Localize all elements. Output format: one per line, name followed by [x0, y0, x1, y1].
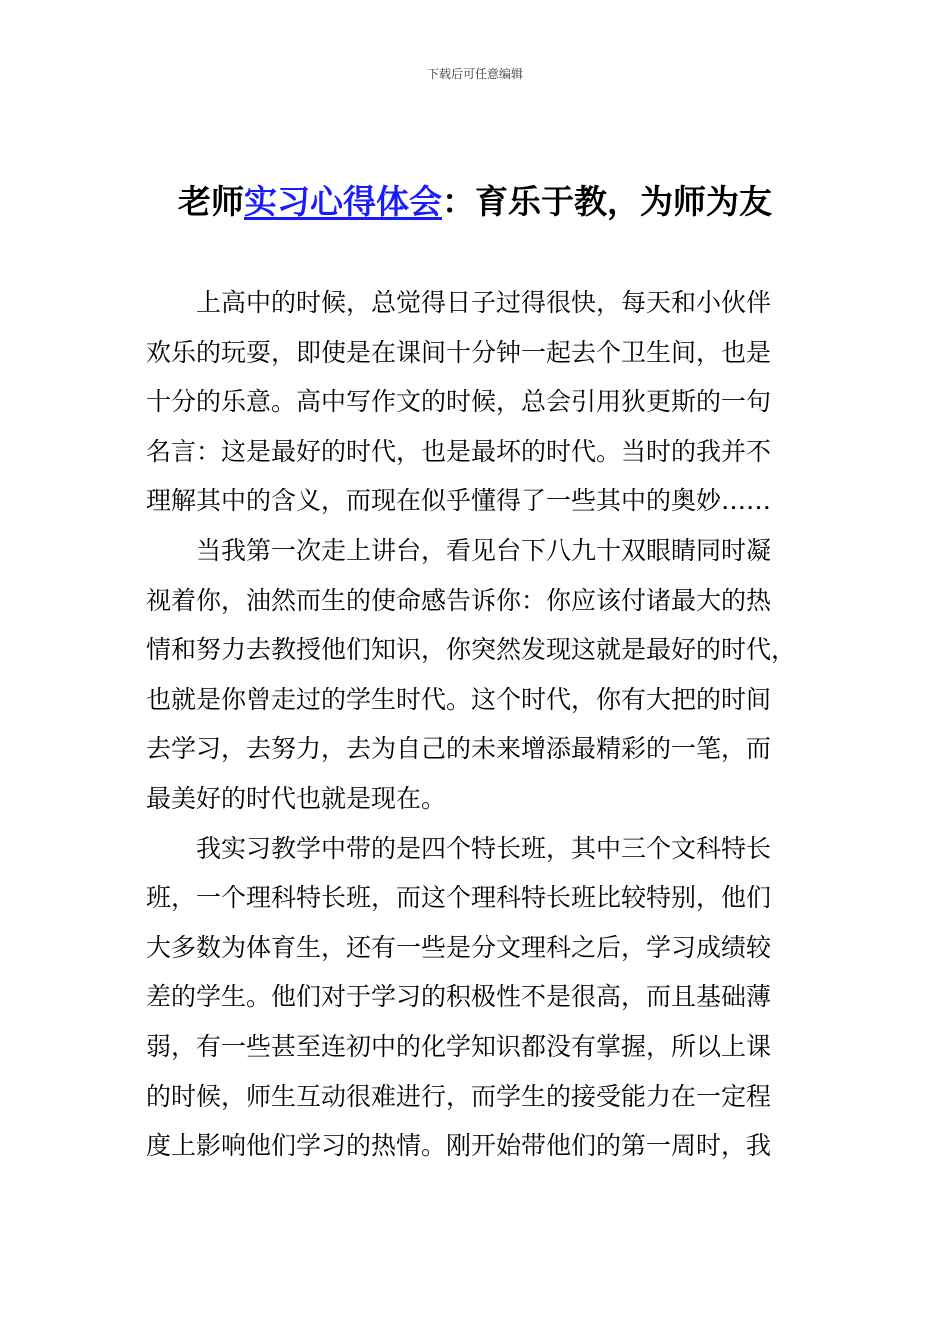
paragraph-3	[146, 824, 806, 1171]
paragraph-line: 的时候，师生互动很难进行，而学生的接受能力在一定程	[146, 1081, 772, 1111]
paragraph-line: 理解其中的含义，而现在似乎懂得了一些其中的奥妙……	[146, 486, 772, 516]
title-prefix: 老师	[178, 182, 244, 221]
paragraph-line: 大多数为体育生，还有一些是分文理科之后，学习成绩较	[146, 932, 772, 962]
paragraph-line: 十分的乐意。高中写作文的时候，总会引用狄更斯的一句	[146, 387, 772, 417]
paragraph-line: 视着你，油然而生的使命感告诉你：你应该付诸最大的热	[146, 585, 772, 615]
paragraph-line: 度上影响他们学习的热情。刚开始带他们的第一周时，我	[146, 1131, 772, 1161]
document-body	[146, 278, 806, 1171]
paragraph-line: 最美好的时代也就是现在。	[146, 783, 447, 813]
header-note: 下载后可任意编辑	[426, 67, 523, 81]
paragraph-line: 班，一个理科特长班，而这个理科特长班比较特别，他们	[146, 883, 772, 913]
title-suffix: ：育乐于教，为师为友	[442, 182, 772, 221]
paragraph-2	[146, 526, 806, 824]
paragraph-line: 弱，有一些甚至连初中的化学知识都没有掌握，所以上课	[146, 1031, 772, 1061]
paragraph-line: 我实习教学中带的是四个特长班，其中三个文科特长	[196, 833, 772, 863]
paragraph-line: 也就是你曾走过的学生时代。这个时代，你有大把的时间	[146, 684, 772, 714]
title-link[interactable]: 实习心得体会	[244, 182, 442, 221]
document-title	[0, 180, 950, 224]
paragraph-line: 欢乐的玩耍，即使是在课间十分钟一起去个卫生间，也是	[146, 337, 772, 367]
paragraph-line: 情和努力去教授他们知识，你突然发现这就是最好的时代，	[146, 635, 797, 665]
paragraph-line: 差的学生。他们对于学习的积极性不是很高，而且基础薄	[146, 982, 772, 1012]
paragraph-line: 去学习，去努力，去为自己的未来增添最精彩的一笔，而	[146, 734, 772, 764]
paragraph-line: 名言：这是最好的时代，也是最坏的时代。当时的我并不	[146, 436, 772, 466]
paragraph-line: 上高中的时候，总觉得日子过得很快，每天和小伙伴	[196, 288, 772, 317]
paragraph-line: 当我第一次走上讲台，看见台下八九十双眼睛同时凝	[196, 535, 772, 565]
paragraph-1	[146, 278, 806, 526]
